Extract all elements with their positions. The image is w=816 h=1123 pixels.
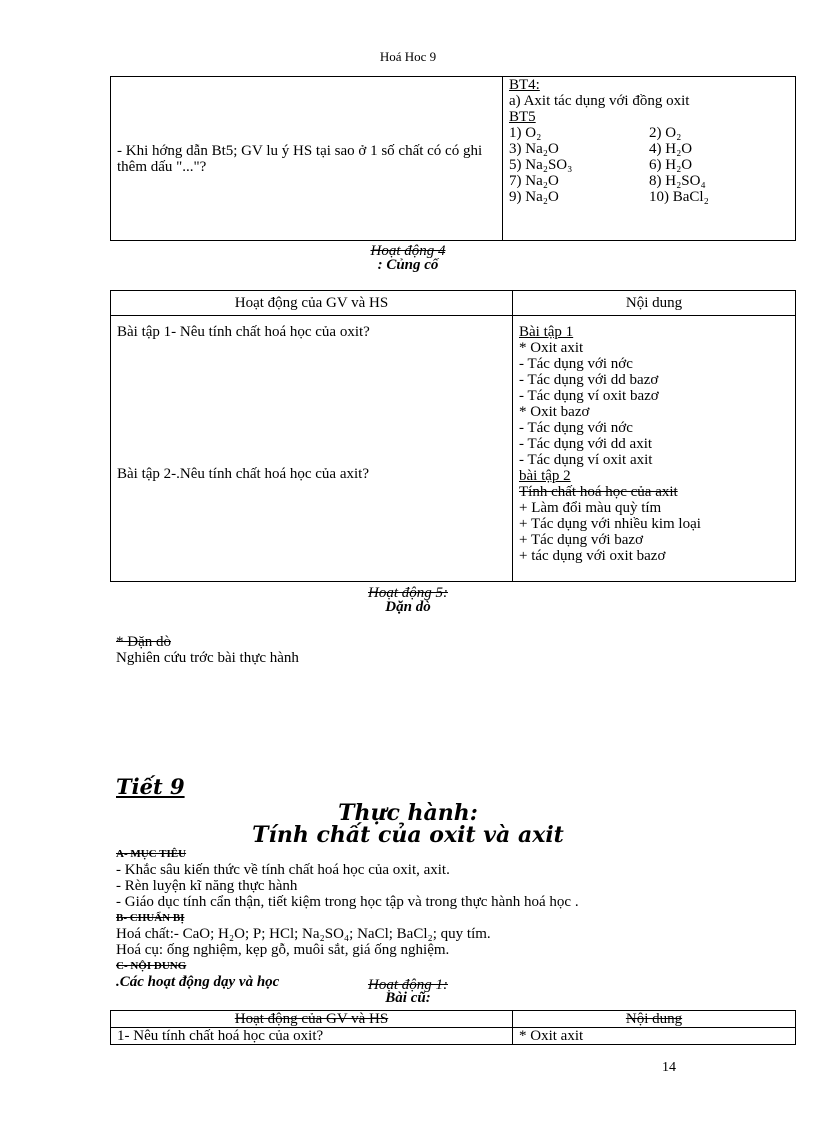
column-header: Hoạt động của GV và HS [111,291,513,316]
answer-1-line: * Oxit axit [519,340,584,356]
bt4-text: a) Axit tác dụng với đồng oxit [509,93,690,109]
page-number: 14 [662,1060,676,1075]
exercise-answers [503,77,796,241]
answer-1-line: - Tác dụng với nớc [519,356,633,372]
section-c-subheading: .Các hoạt động dạy và học [116,974,280,990]
lesson-activity-table [110,1010,796,1045]
section-a-heading: A- MỤC TIÊU [116,848,187,860]
answer-item: 1) O₂ [509,125,542,141]
activity-5-title: Dặn dò [385,599,431,615]
bt5-title: BT5 [509,109,536,125]
question-cell: 1- Nêu tính chất hoá học của oxit? [111,1028,513,1045]
answer-1-title: Bài tập 1 [519,324,574,340]
section-a-line: - Giáo dục tính cẩn thận, tiết kiệm trong học tập và trong thực hành hoá học . [116,894,579,910]
section-b-line: Hoá cụ: ống nghiệm, kẹp gỗ, muôi sắt, giá ống nghiệm. [116,942,450,958]
section-b-line: Hoá chất:- CaO; H₂O; P; HCl; Na₂SO₄; NaCl; BaCl₂; quy tím. [116,926,491,942]
answer-item: 9) Na₂O [509,189,559,205]
teacher-note-text: - Khi hớng dẫn Bt5; GV lu ý HS tại sao ở 1 số chất có có ghi thêm dấu "..."? [117,142,483,175]
homework-title: * Dặn dò [116,634,171,650]
activity-4-label: Hoạt động 4 [370,243,446,259]
answer-1-line: - Tác dụng với dd bazơ [519,372,659,388]
answer-2-line: + Tác dụng với bazơ [519,532,644,548]
lesson-number: Tiết 9 [116,774,185,799]
answer-1-line: * Oxit bazơ [519,404,590,420]
answer-item: 3) Na₂O [509,141,559,157]
answer-1-line: - Tác dụng ví oxit axit [519,452,653,468]
lesson-title: Thực hành: [338,800,478,826]
activity-4-title: : Củng cố [377,257,439,273]
activity-5-heading [0,585,816,616]
bt5-answer-list [509,125,789,205]
activity-5-label: Hoạt động 5: [368,585,448,601]
question-1: Bài tập 1- Nêu tính chất hoá học của oxit? [117,324,370,340]
answer-2-line: + tác dụng với oxit bazơ [519,548,666,564]
column-header: Nội dung [513,291,796,316]
section-a-line: - Rèn luyện kĩ năng thực hành [116,878,298,894]
section-a-line: - Khắc sâu kiến thức về tính chất hoá học của oxit, axit. [116,862,450,878]
answer-2-title: bài tập 2 [519,468,571,484]
answer-item: 10) BaCl₂ [649,189,709,205]
answer-2-line: + Tác dụng với nhiều kim loại [519,516,701,532]
answer-cell: * Oxit axit [513,1028,796,1045]
answer-1-line: - Tác dụng với nớc [519,420,633,436]
answer-2-line: + Làm đổi màu quỳ tím [519,500,662,516]
section-c-heading: C- NỘI DUNG [116,960,187,972]
homework-text: Nghiên cứu trớc bài thực hành [116,650,299,666]
lesson-subtitle: Tính chất của oxit và axit [252,822,564,848]
activity-1-title: Bài cũ: [385,990,431,1006]
homework-section [116,634,299,666]
answer-item: 6) H₂O [649,157,693,173]
lesson-body [116,846,579,990]
bt4-title: BT4: [509,77,540,93]
column-header: Hoạt động của GV và HS [111,1011,513,1028]
answers-cell [513,316,796,582]
answer-1-line: - Tác dụng ví oxit bazơ [519,388,659,404]
question-2: Bài tập 2-.Nêu tính chất hoá học của axit? [117,466,369,482]
page-header: Hoá Hoc 9 [379,49,437,64]
teacher-note [111,77,503,241]
answer-1-line: - Tác dụng với dd axit [519,436,653,452]
answer-item: 4) H₂O [649,141,693,157]
answer-item: 2) O₂ [649,125,682,141]
questions-cell [111,316,513,582]
activity-1-label: Hoạt động 1: [368,977,448,993]
answer-2-subtitle: Tính chất hoá học của axit [519,484,678,500]
section-b-heading: B- CHUẨN BỊ [116,912,185,924]
column-header: Nội dung [513,1011,796,1028]
activity-4-heading [0,243,816,274]
answer-item: 8) H₂SO₄ [649,173,706,189]
review-table [110,290,796,582]
answer-item: 5) Na₂SO₃ [509,157,573,173]
activity-1-heading [0,977,816,1007]
answer-item: 7) Na₂O [509,173,559,189]
exercise-table [110,76,796,241]
